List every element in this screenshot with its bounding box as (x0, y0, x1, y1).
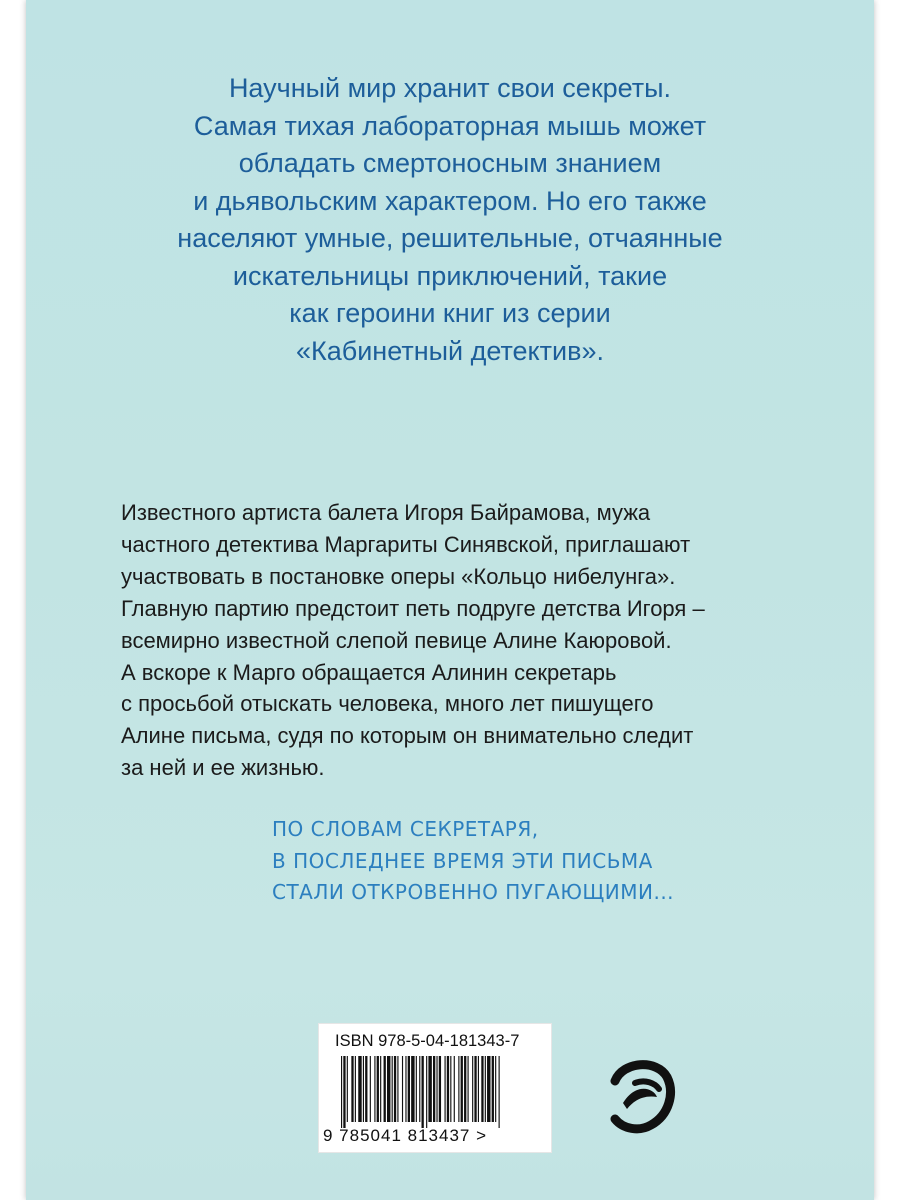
barcode-bar (487, 1056, 490, 1122)
barcode-bar (408, 1056, 410, 1122)
synopsis-line: Известного артиста балета Игоря Байрамова, мужа (121, 500, 651, 525)
teaser-text (272, 814, 674, 909)
synopsis-line: частного детектива Маргариты Синявской, приглашают (121, 531, 691, 557)
synopsis-line: А вскоре к Марго обращается Алинин секретарь (121, 659, 617, 685)
synopsis-line: Алине письма, судя по которым он внимательно следит (121, 723, 694, 749)
barcode-bar (450, 1056, 451, 1122)
barcode-bar (370, 1056, 371, 1122)
barcode-bar (461, 1056, 463, 1122)
synopsis-text (121, 497, 705, 784)
barcode-bar (439, 1056, 441, 1122)
barcode-bar (499, 1056, 500, 1128)
barcode-bar (478, 1056, 479, 1122)
barcode-bar (416, 1056, 417, 1122)
barcode-bar (454, 1056, 455, 1122)
barcode-bar (485, 1056, 486, 1122)
barcode-bar (405, 1056, 406, 1122)
intro-text (0, 70, 900, 370)
barcode-bar (492, 1056, 494, 1122)
barcode-bar (394, 1056, 396, 1122)
barcode-bar (419, 1056, 420, 1122)
intro-line: обладать смертоносным знанием (238, 148, 662, 178)
barcode-bar (495, 1056, 496, 1122)
teaser-line: ПО СЛОВАМ СЕКРЕТАРЯ, (272, 817, 539, 841)
isbn-label: ISBN 978-5-04-181343-7 (335, 1032, 520, 1050)
barcode-bar (445, 1056, 446, 1122)
isbn-barcode (318, 1023, 552, 1153)
barcode-bar (411, 1056, 414, 1122)
barcode-bar (426, 1056, 427, 1128)
barcode-bar (347, 1056, 348, 1122)
barcode-bar (355, 1056, 356, 1122)
barcode-bar (341, 1056, 342, 1128)
barcode-bar (351, 1056, 353, 1122)
barcode-bar (428, 1056, 431, 1122)
intro-line: и дьявольским характером. Но его также (193, 185, 707, 216)
intro-line: населяют умные, решительные, отчаянные (177, 223, 723, 253)
barcode-bar (481, 1056, 483, 1122)
barcode-bar (458, 1056, 459, 1122)
barcode-bar (380, 1056, 381, 1122)
barcode-bar (464, 1056, 466, 1122)
barcode-bar (363, 1056, 364, 1122)
synopsis-line: участвовать в постановке оперы «Кольцо нибелунга». (121, 563, 676, 589)
intro-line: Научный мир хранит свои секреты. (228, 73, 672, 103)
barcode-bar (447, 1056, 449, 1122)
barcode-bar (343, 1056, 345, 1128)
synopsis-line: всемирно известной слепой певице Алине Каюровой. (121, 627, 672, 653)
synopsis-line: с просьбой отыскать человека, много лет пишущего (121, 691, 654, 717)
barcode-bar (392, 1056, 393, 1122)
barcode-bar (365, 1056, 367, 1122)
barcode-bar (472, 1056, 473, 1122)
intro-line: Самая тихая лабораторная мышь может (193, 110, 707, 141)
barcode-bar (387, 1056, 390, 1122)
eksmo-e-logo-icon (605, 1053, 677, 1138)
barcode-bar (397, 1056, 398, 1122)
barcode-digits: 9 785041 813437 > (323, 1126, 488, 1145)
barcode-bar (436, 1056, 437, 1122)
barcode-bar (402, 1056, 403, 1122)
synopsis-line: Главную партию предстоит петь подруге детства Игоря – (121, 595, 705, 621)
barcode-bar (358, 1056, 361, 1122)
barcode-bar (377, 1056, 379, 1122)
intro-line: как героини книг из серии (289, 298, 611, 328)
barcode-bar (468, 1056, 469, 1122)
barcode-bar (474, 1056, 476, 1122)
barcode-bar (384, 1056, 386, 1122)
barcode-bar (433, 1056, 435, 1122)
synopsis-line: за ней и ее жизнью. (121, 755, 325, 781)
teaser-line: В ПОСЛЕДНЕЕ ВРЕМЯ ЭТИ ПИСЬМА (272, 848, 653, 873)
teaser-line: СТАЛИ ОТКРОВЕННО ПУГАЮЩИМИ... (272, 880, 675, 904)
barcode-bar (374, 1056, 375, 1122)
intro-line: искательницы приключений, такие (232, 260, 668, 291)
barcode-bar (422, 1056, 424, 1128)
intro-line: «Кабинетный детектив». (296, 335, 604, 366)
